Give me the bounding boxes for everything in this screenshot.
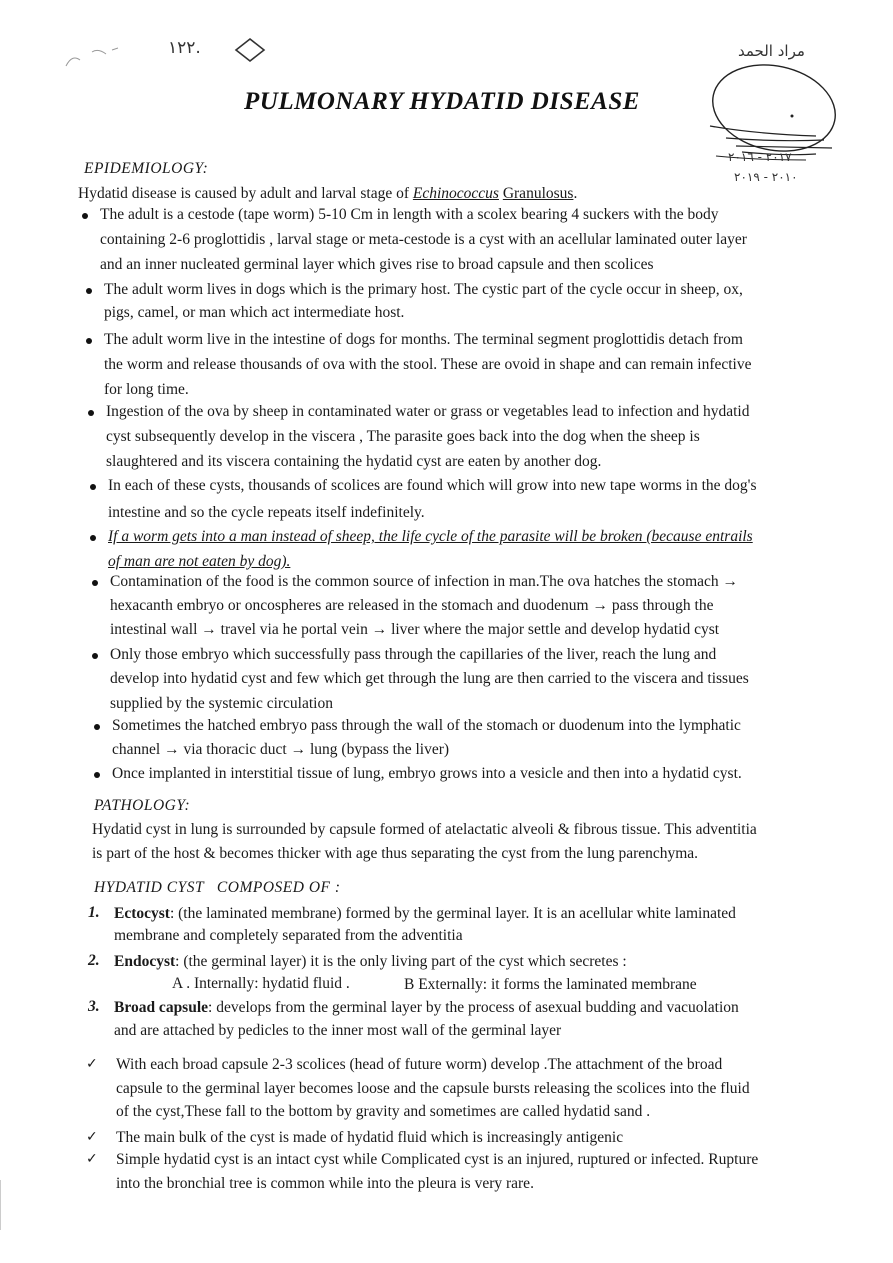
epidemiology-bullet-line: Contamination of the food is the common source of infection in man.The ova hatches the stomach →: [110, 573, 739, 590]
handwritten-name: مراد الحمد: [738, 42, 805, 60]
pathology-line-2: is part of the host & becomes thicker with age thus separating the cyst from the lung parenchyma.: [92, 845, 699, 862]
bullet-icon: [82, 213, 88, 219]
epidemiology-bullet-line: intestinal wall → travel via he portal vein → liver where the major settle and develop hydatid cyst: [110, 621, 720, 638]
epidemiology-bullet-line: channel → via thoracic duct → lung (bypass the liver): [112, 741, 450, 758]
section-heading-epidemiology: EPIDEMIOLOGY:: [84, 160, 209, 177]
bullet-icon: [88, 410, 94, 416]
check-item-line: The main bulk of the cyst is made of hydatid fluid which is increasingly antigenic: [116, 1129, 624, 1146]
epidemiology-bullet-line: containing 2-6 proglottidis , larval stage or meta-cestode is a cyst with an acellular laminated outer layer: [100, 231, 747, 248]
composition-item-broad-capsule: Broad capsule: develops from the germinal layer by the process of asexual budding and vacuolation: [114, 999, 739, 1016]
check-item-line: of the cyst,These fall to the bottom by gravity and sometimes are called hydatid sand .: [116, 1103, 651, 1120]
bullet-icon: [92, 580, 98, 586]
bullet-icon: [94, 724, 100, 730]
section-heading-pathology: PATHOLOGY:: [94, 797, 191, 814]
composition-item-ectocyst-cont: membrane and completely separated from the adventitia: [114, 927, 463, 944]
handwritten-circled-number: [232, 36, 268, 64]
epidemiology-bullet-line: develop into hydatid cyst and few which get through the lung are then carried to the viscera and tissues: [110, 670, 749, 687]
endocyst-sub-a: A . Internally: hydatid fluid .: [172, 975, 350, 992]
bullet-icon: [90, 535, 96, 541]
epidemiology-intro: Hydatid disease is caused by adult and larval stage of Echinococcus Granulosus.: [78, 185, 578, 202]
epidemiology-bullet-line: hexacanth embryo or oncospheres are released in the stomach and duodenum → pass through the: [110, 597, 714, 614]
bullet-icon: [90, 484, 96, 490]
item-number: 3.: [88, 998, 100, 1015]
epidemiology-bullet-line: for long time.: [104, 381, 189, 398]
bullet-icon: [92, 653, 98, 659]
handwritten-scribble-top-left: [62, 40, 122, 75]
epidemiology-bullet-line: pigs, camel, or man which act intermediate host.: [104, 304, 405, 321]
bullet-icon: [86, 338, 92, 344]
epidemiology-bullet-line: The adult worm lives in dogs which is the primary host. The cystic part of the cycle occur in sheep, ox,: [104, 281, 743, 298]
check-item-line: Simple hydatid cyst is an intact cyst while Complicated cyst is an injured, ruptured or infected. Rupture: [116, 1151, 759, 1168]
check-item-line: capsule to the germinal layer becomes loose and the capsule bursts releasing the scolices into the fluid: [116, 1080, 750, 1097]
checkmark-icon: ✓: [86, 1056, 98, 1072]
page-title: PULMONARY HYDATID DISEASE: [244, 88, 640, 115]
bullet-icon: [86, 288, 92, 294]
bullet-icon: [94, 772, 100, 778]
handwritten-date-2: ٢٠١٠ - ٢٠١٩: [734, 170, 798, 184]
composition-item-endocyst: Endocyst: (the germinal layer) it is the only living part of the cyst which secretes :: [114, 953, 627, 970]
epidemiology-bullet-line: Once implanted in interstitial tissue of lung, embryo grows into a vesicle and then into a hydatid cyst.: [112, 765, 742, 782]
epidemiology-bullet-line: In each of these cysts, thousands of scolices are found which will grow into new tape worms in the dog's: [108, 477, 757, 494]
epidemiology-bullet-line: slaughtered and its viscera containing the hydatid cyst are eaten by another dog.: [106, 453, 602, 470]
handwritten-page-number: ١٢٢.: [168, 38, 201, 58]
epidemiology-bullet-line: Sometimes the hatched embryo pass through the wall of the stomach or duodenum into the lymphatic: [112, 717, 741, 734]
genus-name: Echinococcus: [412, 185, 499, 202]
epidemiology-bullet-line: and an inner nucleated germinal layer which gives rise to broad capsule and then scolices: [100, 256, 654, 273]
endocyst-sub-b: B Externally: it forms the laminated membrane: [404, 976, 697, 993]
item-number: 2.: [88, 952, 100, 969]
check-item-line: into the bronchial tree is common while into the pleura is very rare.: [116, 1175, 534, 1192]
species-name: Granulosus: [502, 185, 574, 202]
epidemiology-bullet-line: The adult is a cestode (tape worm) 5-10 Cm in length with a scolex bearing 4 suckers with the body: [100, 206, 719, 223]
composition-item-ectocyst: Ectocyst: (the laminated membrane) formed by the germinal layer. It is an acellular white laminated: [114, 905, 736, 922]
diamond-scribble-icon: [232, 36, 268, 64]
epidemiology-bullet-line: If a worm gets into a man instead of sheep, the life cycle of the parasite will be broken (because entrails: [108, 528, 753, 545]
checkmark-icon: ✓: [86, 1151, 98, 1167]
handwritten-date-1: ٢٠١٧ - ٢٠١٦: [728, 150, 792, 164]
epidemiology-bullet-line: cyst subsequently develop in the viscera , The parasite goes back into the dog when the sheep is: [106, 428, 700, 445]
left-margin-mark: [0, 1180, 1, 1230]
composition-item-broad-capsule-cont: and are attached by pedicles to the inner most wall of the germinal layer: [114, 1022, 562, 1039]
checkmark-icon: ✓: [86, 1129, 98, 1145]
epidemiology-bullet-line: of man are not eaten by dog).: [108, 553, 291, 570]
epidemiology-bullet-line: Only those embryo which successfully pass through the capillaries of the liver, reach the lung and: [110, 646, 717, 663]
section-heading-composition: HYDATID CYST COMPOSED OF :: [94, 879, 341, 896]
item-number: 1.: [88, 904, 100, 921]
epidemiology-bullet-line: the worm and release thousands of ova with the stool. These are ovoid in shape and can remain infective: [104, 356, 752, 373]
epidemiology-bullet-line: supplied by the systemic circulation: [110, 695, 333, 712]
pathology-line-1: Hydatid cyst in lung is surrounded by capsule formed of atelactatic alveoli & fibrous tissue. This adventitia: [92, 821, 757, 838]
epidemiology-bullet-line: The adult worm live in the intestine of dogs for months. The terminal segment proglottidis detach from: [104, 331, 743, 348]
check-item-line: With each broad capsule 2-3 scolices (head of future worm) develop .The attachment of the broad: [116, 1056, 723, 1073]
epidemiology-bullet-line: Ingestion of the ova by sheep in contaminated water or grass or vegetables lead to infection and hydatid: [106, 403, 750, 420]
epidemiology-bullet-line: intestine and so the cycle repeats itself indefinitely.: [108, 504, 425, 521]
